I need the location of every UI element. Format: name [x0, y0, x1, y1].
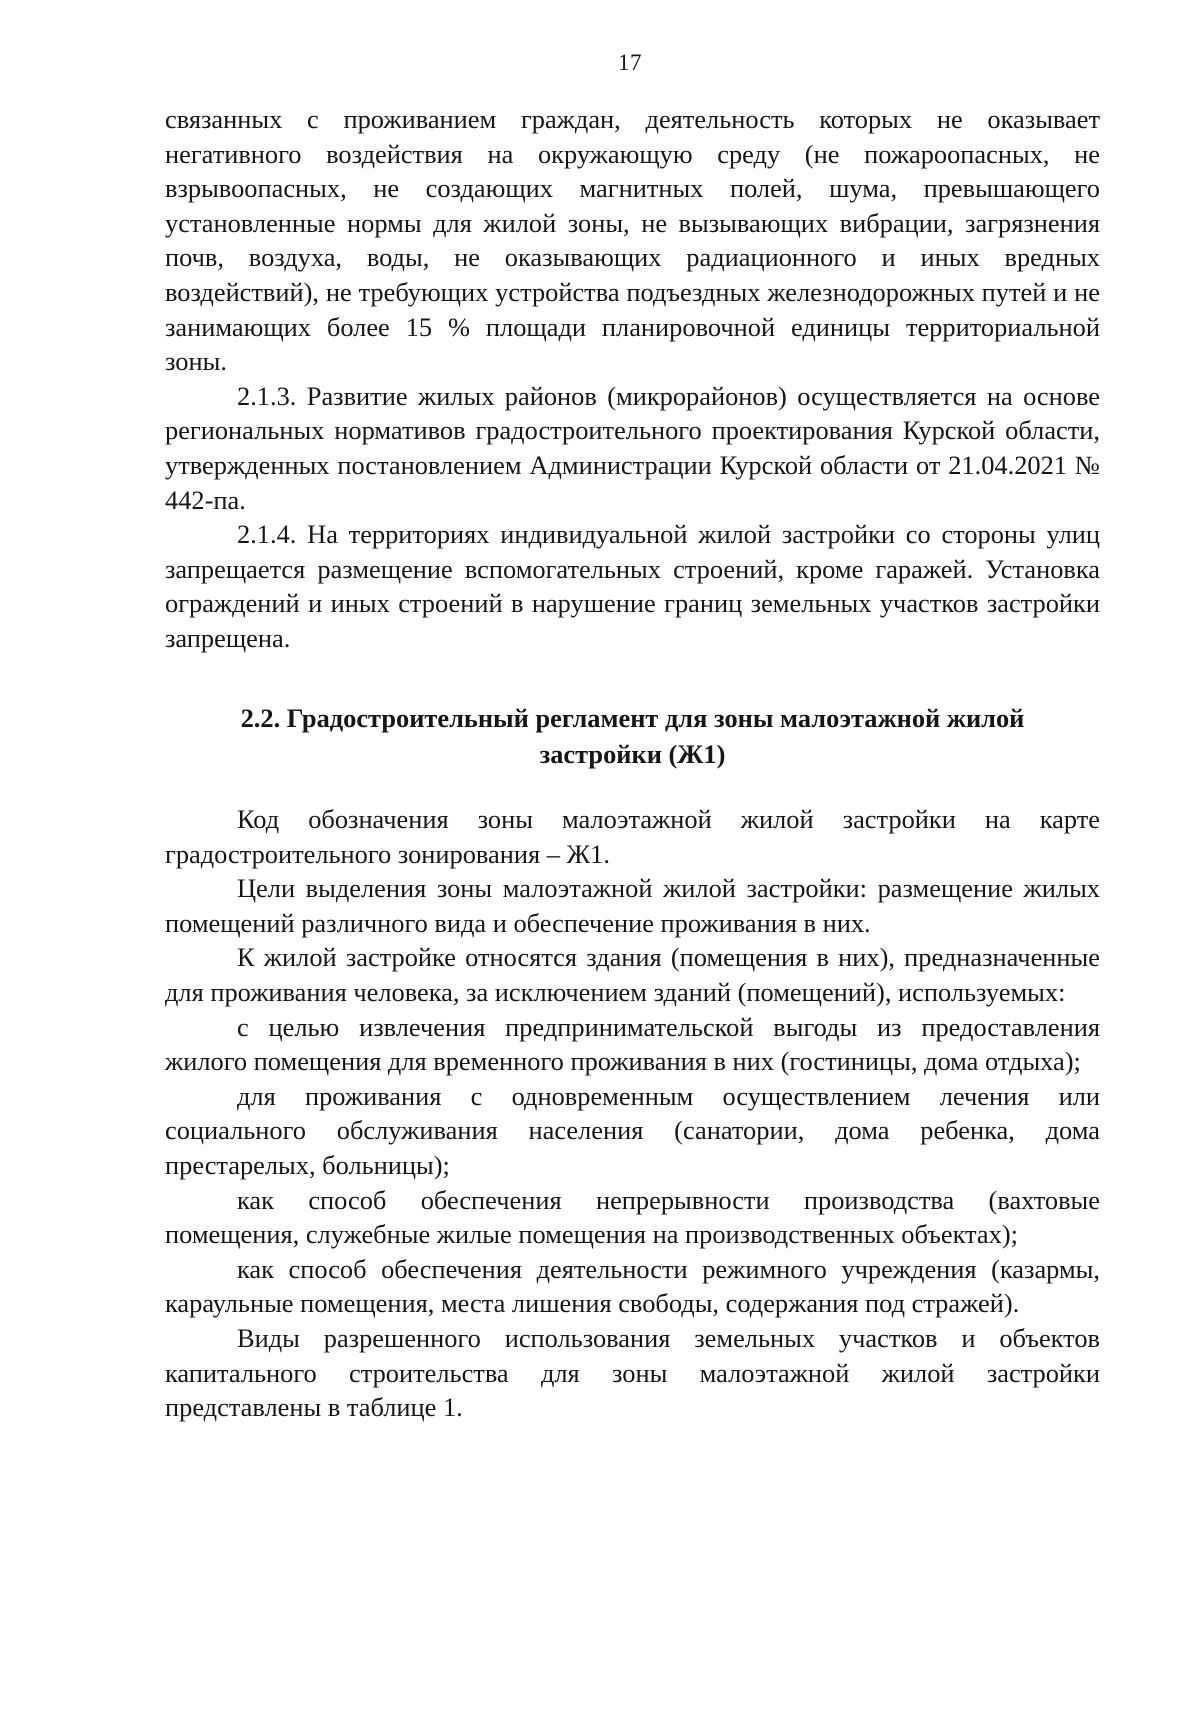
- section-heading-line-1: 2.2. Градостроительный регламент для зоны малоэтажной жилой: [240, 703, 1025, 733]
- paragraph-table-reference: Виды разрешенного использования земельных участков и объектов капитального строительства для зоны малоэтажной жилой застройки представлены в таблице 1.: [165, 1322, 1100, 1423]
- list-item-production: как способ обеспечения непрерывности производства (вахтовые помещения, служебные жилые помещения на производственных объектах);: [165, 1184, 1100, 1250]
- body-text-top: [165, 102, 1100, 656]
- paragraph-zone-goals: Цели выделения зоны малоэтажной жилой застройки: размещение жилых помещений различного вида и обеспечение проживания в них.: [165, 873, 1100, 938]
- paragraph-residential-definition: К жилой застройке относятся здания (помещения в них), предназначенные для проживания человека, за исключением зданий (помещений), используемых:: [165, 942, 1100, 1007]
- section-heading-line-2: застройки (Ж1): [539, 739, 726, 769]
- list-item-medical: для проживания с одновременным осуществлением лечения или социального обслуживания населения (санатории, дома ребенка, дома престарелых, больницы);: [165, 1080, 1100, 1180]
- list-item-commercial: с целью извлечения предпринимательской выгоды из предоставления жилого помещения для временного проживания в них (гостиницы, дома отдыха);: [165, 1011, 1100, 1077]
- paragraph-2-1-4: 2.1.4. На территориях индивидуальной жилой застройки со стороны улиц запрещается размещение вспомогательных строений, кроме гаражей. Установка ограждений и иных строений в нарушение границ земельных участков застройки запрещена.: [165, 519, 1100, 653]
- paragraph-2-1-3: 2.1.3. Развитие жилых районов (микрорайонов) осуществляется на основе региональных нормативов градостроительного проектирования Курской области, утвержденных постановлением Администрации Курской области от 21.04.2021 № 442-па.: [165, 380, 1100, 515]
- paragraph-continuation: связанных с проживанием граждан, деятельность которых не оказывает негативного воздействия на окружающую среду (не пожароопасных, не взрывоопасных, не создающих магнитных полей, шума, превышающего установленные нормы для жилой зоны, не вызывающих вибрации, загрязнения почв, воздуха, воды, не оказывающих радиационного и иных вредных воздействий), не требующих устройства подъездных железнодорожных путей и не занимающих более 15 % площади планировочной единицы территориальной зоны.: [165, 104, 1100, 377]
- paragraph-zone-code: Код обозначения зоны малоэтажной жилой застройки на карте градостроительного зонирования – Ж1.: [165, 804, 1100, 869]
- page-number: 17: [618, 50, 642, 75]
- section-heading: [165, 700, 1100, 772]
- body-text-bottom: [165, 802, 1100, 1425]
- list-item-regime: как способ обеспечения деятельности режимного учреждения (казармы, караульные помещения, места лишения свободы, содержания под стражей).: [165, 1253, 1100, 1319]
